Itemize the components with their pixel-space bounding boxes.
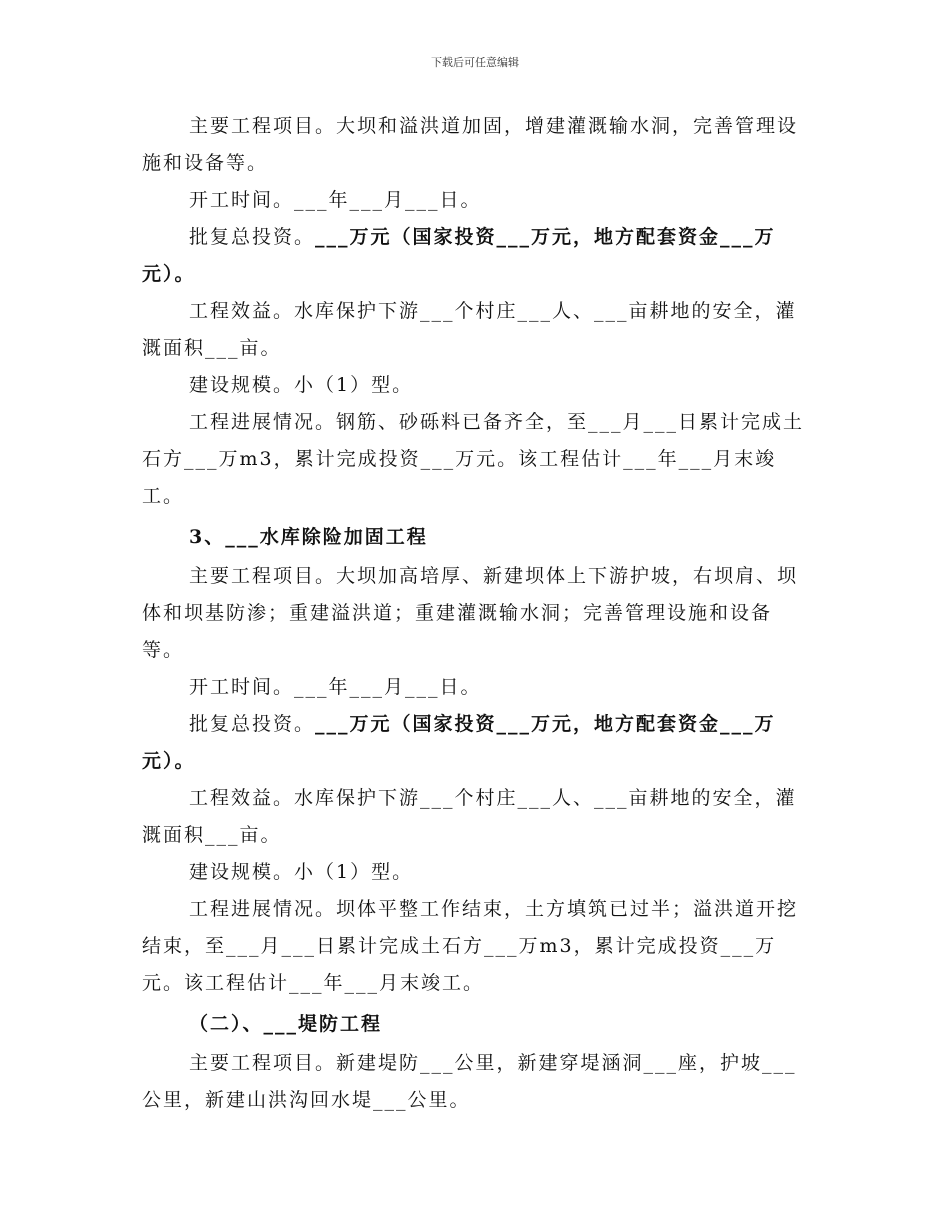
investment-1 — [142, 219, 812, 293]
investment-label: 批复总投资。 — [189, 226, 316, 248]
start-time-1: 开工时间。___年___月___日。 — [189, 189, 482, 211]
progress-2: 工程进展情况。坝体平整工作结束，土方填筑已过半；溢洪道开挖结束，至___月___日累计完成土石方___万m3，累计完成投资___万元。该工程估计___年___月末竣工。 — [142, 898, 799, 994]
section-3-heading: 3、___水库除险加固工程 — [189, 526, 428, 548]
investment-2 — [142, 706, 812, 780]
benefit-1: 工程效益。水库保护下游___个村庄___人、___亩耕地的安全，灌溉面积___亩。 — [142, 300, 797, 359]
document-body — [142, 108, 812, 1119]
scale-1: 建设规模。小（1）型。 — [189, 374, 414, 396]
progress-1: 工程进展情况。钢筋、砂砾料已备齐全，至___月___日累计完成土石方___万m3，累计完成投资___万元。该工程估计___年___月末竣工。 — [142, 411, 805, 507]
main-items-1: 主要工程项目。大坝和溢洪道加固，增建灌溉输水洞，完善管理设施和设备等。 — [142, 115, 799, 174]
page-header: 下载后可任意编辑 — [431, 56, 519, 69]
start-time-2: 开工时间。___年___月___日。 — [189, 676, 482, 698]
scale-2: 建设规模。小（1）型。 — [189, 861, 414, 883]
main-items-3: 主要工程项目。新建堤防___公里，新建穿堤涵洞___座，护坡___公里，新建山洪沟回水堤___公里。 — [142, 1052, 797, 1111]
benefit-2: 工程效益。水库保护下游___个村庄___人、___亩耕地的安全，灌溉面积___亩。 — [142, 787, 797, 846]
investment-amounts: ___万元（国家投资___万元，地方配套资金___万元）。 — [142, 713, 776, 772]
section-2-heading: （二）、___堤防工程 — [189, 1013, 383, 1035]
investment-label: 批复总投资。 — [189, 713, 316, 735]
main-items-2: 主要工程项目。大坝加高培厚、新建坝体上下游护坡，右坝肩、坝体和坝基防渗；重建溢洪道；重建灌溉输水洞；完善管理设施和设备等。 — [142, 565, 799, 661]
investment-amounts: ___万元（国家投资___万元，地方配套资金___万元）。 — [142, 226, 776, 285]
